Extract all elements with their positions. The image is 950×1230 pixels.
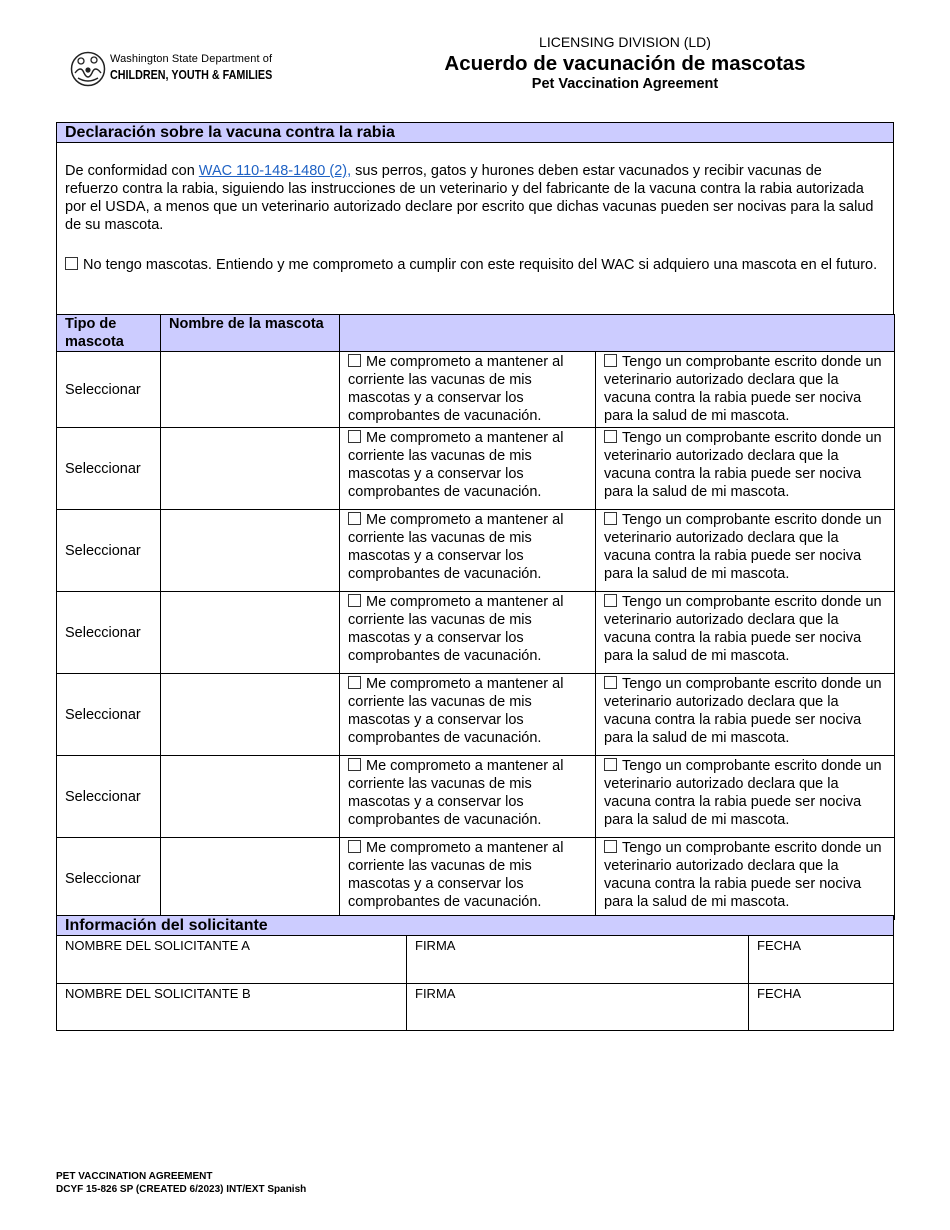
proof-option [596,510,895,592]
proof-label: Tengo un comprobante escrito donde un veterinario autorizado declara que la vacuna contra la rabia puede ser nociva para la salud de mi mascota. [604,594,882,664]
no-pets-option [65,256,879,274]
applicant-row-a [57,936,893,984]
commit-label: Me comprometo a mantener al corriente las vacunas de mis mascotas y a conservar los comprobantes de vacunación. [348,594,564,664]
proof-checkbox[interactable] [604,430,617,443]
pet-row [57,674,895,756]
commit-checkbox[interactable] [348,354,361,367]
commit-label: Me comprometo a mantener al corriente las vacunas de mis mascotas y a conservar los comprobantes de vacunación. [348,676,564,746]
commit-checkbox[interactable] [348,758,361,771]
declaration-text [65,162,879,234]
pet-type-select[interactable] [57,838,161,920]
footer-form-name: PET VACCINATION AGREEMENT [56,1171,213,1182]
page-subtitle: Pet Vaccination Agreement [531,76,719,92]
pet-name-field[interactable] [161,756,340,838]
applicant-section [56,915,894,1031]
pet-type-select[interactable] [57,756,161,838]
col-options-header [340,315,895,352]
pet-type-value: Seleccionar [65,870,141,887]
pets-table-header [57,315,895,352]
proof-label: Tengo un comprobante escrito donde un veterinario autorizado declara que la vacuna contra la rabia puede ser nociva para la salud de mi mascota. [604,840,882,910]
applicant-a-signature-field[interactable] [406,936,748,983]
commit-checkbox[interactable] [348,430,361,443]
commit-option [340,756,596,838]
pet-type-value: Seleccionar [65,542,141,559]
proof-label: Tengo un comprobante escrito donde un veterinario autorizado declara que la vacuna contra la rabia puede ser nociva para la salud de mi mascota. [604,758,882,828]
form-footer [56,1170,306,1196]
page-title: Acuerdo de vacunación de mascotas [444,52,806,75]
declaration-intro-prefix: De conformidad con [65,163,195,179]
signature-label: FIRMA [415,938,456,953]
proof-label: Tengo un comprobante escrito donde un veterinario autorizado declara que la vacuna contra la rabia puede ser nociva para la salud de mi mascota. [604,354,882,424]
declaration-intro-rest: sus perros, gatos y hurones deben estar vacunados y recibir vacunas de refuerzo contra la rabia, siguiendo las instrucciones de un veterinario y del fabricante de la vacuna contra la rabia autorizada por el USDA, a menos que un veterinario autorizado declare por escrito que dichas vacunas pueden ser nocivas para la salud de su mascota. [65,163,874,233]
pet-row [57,592,895,674]
pet-type-value: Seleccionar [65,624,141,641]
pet-row [57,428,895,510]
commit-option [340,838,596,920]
signature-label: FIRMA [415,986,456,1001]
proof-label: Tengo un comprobante escrito donde un veterinario autorizado declara que la vacuna contra la rabia puede ser nociva para la salud de mi mascota. [604,512,882,582]
pet-name-field[interactable] [161,510,340,592]
pet-type-select[interactable] [57,428,161,510]
applicant-row-b [57,984,893,1031]
col-pet-name: Nombre de la mascota [161,315,340,352]
commit-checkbox[interactable] [348,594,361,607]
proof-option [596,428,895,510]
applicant-heading: Información del solicitante [57,916,893,936]
applicant-b-date-field[interactable] [748,984,893,1031]
pet-type-value: Seleccionar [65,460,141,477]
pet-type-select[interactable] [57,352,161,428]
pet-name-field[interactable] [161,838,340,920]
pet-type-value: Seleccionar [65,706,141,723]
proof-label: Tengo un comprobante escrito donde un veterinario autorizado declara que la vacuna contra la rabia puede ser nociva para la salud de mi mascota. [604,430,882,500]
pet-type-select[interactable] [57,674,161,756]
commit-label: Me comprometo a mantener al corriente las vacunas de mis mascotas y a conservar los comprobantes de vacunación. [348,840,564,910]
col-pet-type: Tipo de mascota [57,315,161,352]
agency-name-line1: Washington State Department of [110,53,273,65]
applicant-b-name-field[interactable] [57,984,406,1031]
applicant-b-name-label: NOMBRE DEL SOLICITANTE B [65,986,251,1001]
commit-label: Me comprometo a mantener al corriente las vacunas de mis mascotas y a conservar los comprobantes de vacunación. [348,430,564,500]
proof-checkbox[interactable] [604,758,617,771]
applicant-b-signature-field[interactable] [406,984,748,1031]
commit-checkbox[interactable] [348,840,361,853]
agency-logo [70,49,285,89]
commit-option [340,592,596,674]
rabies-declaration-section [56,122,894,315]
commit-option [340,510,596,592]
no-pets-checkbox[interactable] [65,257,78,270]
applicant-a-name-field[interactable] [57,936,406,983]
footer-form-id: DCYF 15-826 SP (CREATED 6/2023) INT/EXT Spanish [56,1184,307,1195]
pet-name-field[interactable] [161,352,340,428]
agency-seal-icon [70,51,106,87]
pet-type-value: Seleccionar [65,788,141,805]
proof-label: Tengo un comprobante escrito donde un veterinario autorizado declara que la vacuna contra la rabia puede ser nociva para la salud de mi mascota. [604,676,882,746]
commit-option [340,352,596,428]
applicant-a-name-label: NOMBRE DEL SOLICITANTE A [65,938,250,953]
division-label: LICENSING DIVISION (LD) [539,34,711,50]
no-pets-label: No tengo mascotas. Entiendo y me comprometo a cumplir con este requisito del WAC si adquiero una mascota en el futuro. [83,257,878,273]
proof-option [596,838,895,920]
proof-option [596,592,895,674]
agency-name-line2: CHILDREN, YOUTH & FAMILIES [110,68,273,82]
proof-option [596,352,895,428]
declaration-heading: Declaración sobre la vacuna contra la rabia [57,123,893,143]
pet-row [57,838,895,920]
date-label: FECHA [757,938,802,953]
wac-link[interactable]: WAC 110-148-1480 (2), [198,163,352,179]
proof-checkbox[interactable] [604,840,617,853]
proof-option [596,674,895,756]
pet-row [57,510,895,592]
pet-name-field[interactable] [161,592,340,674]
proof-checkbox[interactable] [604,354,617,367]
commit-option [340,428,596,510]
commit-checkbox[interactable] [348,512,361,525]
pet-type-select[interactable] [57,510,161,592]
pet-type-value: Seleccionar [65,381,141,398]
applicant-a-date-field[interactable] [748,936,893,983]
commit-label: Me comprometo a mantener al corriente las vacunas de mis mascotas y a conservar los comprobantes de vacunación. [348,354,564,424]
proof-checkbox[interactable] [604,676,617,689]
proof-checkbox[interactable] [604,594,617,607]
pet-name-field[interactable] [161,674,340,756]
pet-name-field[interactable] [161,428,340,510]
commit-checkbox[interactable] [348,676,361,689]
date-label: FECHA [757,986,802,1001]
commit-label: Me comprometo a mantener al corriente las vacunas de mis mascotas y a conservar los comprobantes de vacunación. [348,512,564,582]
pet-row [57,352,895,428]
proof-option [596,756,895,838]
commit-label: Me comprometo a mantener al corriente las vacunas de mis mascotas y a conservar los comprobantes de vacunación. [348,758,564,828]
pet-type-select[interactable] [57,592,161,674]
proof-checkbox[interactable] [604,512,617,525]
pet-row [57,756,895,838]
commit-option [340,674,596,756]
pets-table [56,314,895,920]
